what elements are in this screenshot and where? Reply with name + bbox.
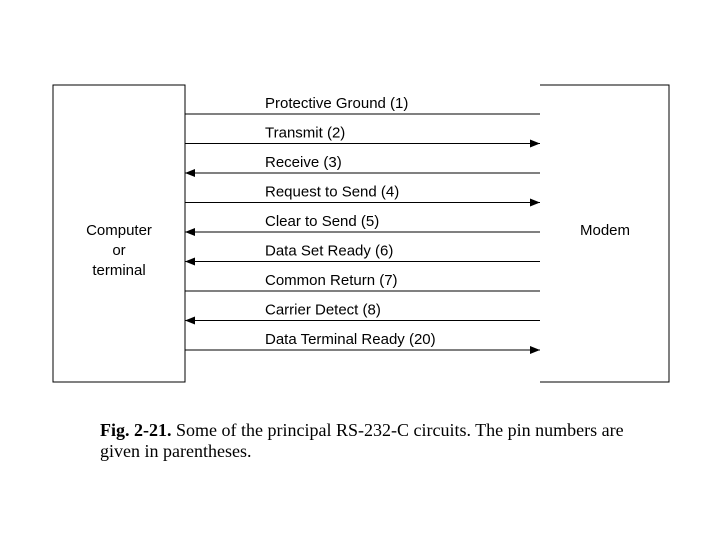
signal-label-5: Clear to Send (5) [265, 213, 380, 230]
computer-label-line-3: terminal [92, 262, 146, 279]
figure-caption [100, 420, 660, 462]
modem-label: Modem [579, 222, 631, 239]
computer-label-line-2: or [112, 242, 126, 259]
computer-label-line-1: Computer [86, 222, 152, 239]
signal-label-3: Receive (3) [265, 154, 342, 171]
signal-label-7: Common Return (7) [265, 272, 398, 289]
signal-label-2: Transmit (2) [265, 124, 346, 142]
signal-label-6: Data Set Ready (6) [265, 242, 394, 260]
signal-label-1: Protective Ground (1) [265, 95, 409, 112]
signal-label-8: Carrier Detect (8) [265, 301, 381, 319]
figure-number: Fig. 2-21. [100, 420, 172, 440]
signal-label-4: Request to Send (4) [265, 183, 400, 201]
signal-lines [185, 95, 540, 350]
caption-text: Some of the principal RS-232-C circuits. The pin numbers are given in parentheses. [100, 420, 624, 461]
signal-label-9: Data Terminal Ready (20) [265, 331, 436, 348]
